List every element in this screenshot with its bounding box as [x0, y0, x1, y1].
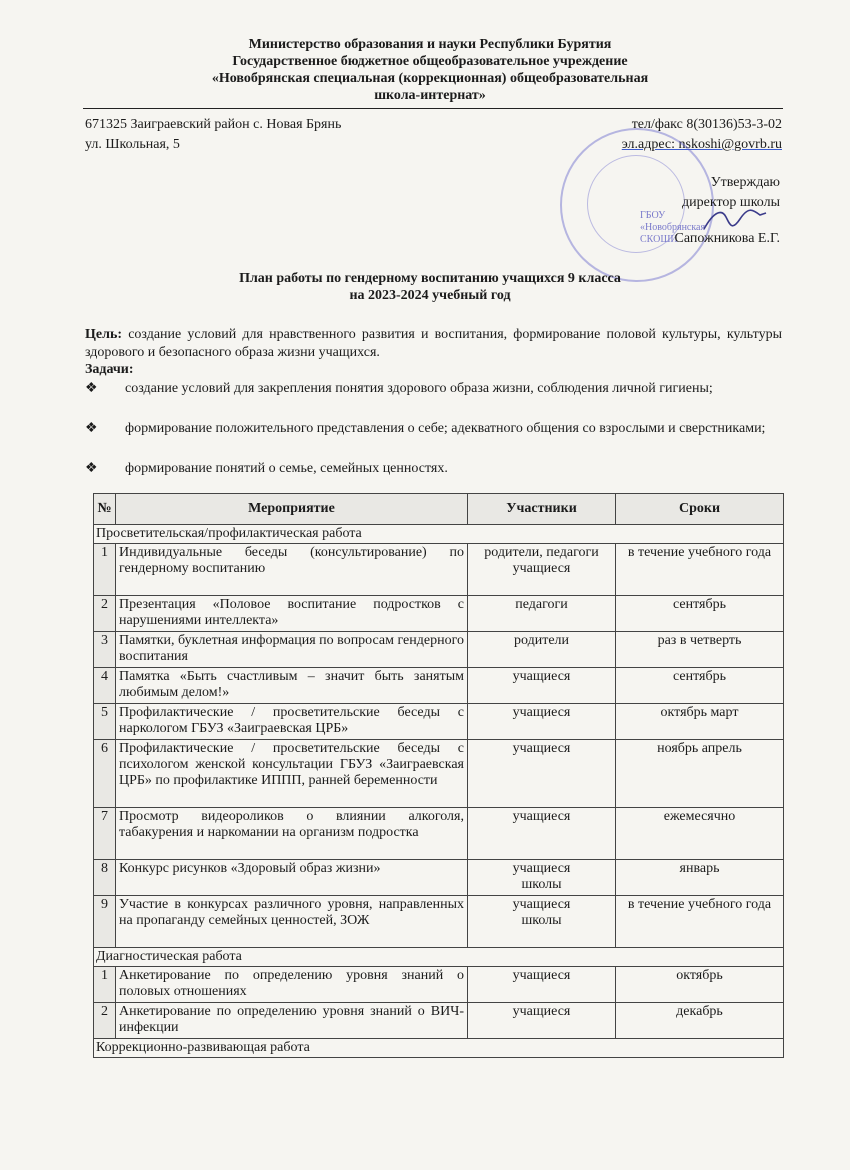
row-number: 1 — [94, 967, 116, 1003]
task-text-1: создание условий для закрепления понятия здорового образа жизни, соблюдения личной гигиены; — [125, 381, 713, 396]
table-row — [94, 544, 784, 596]
section-title: Диагностическая работа — [94, 948, 784, 967]
row-participants: учащиеся — [468, 808, 616, 860]
task-item-1 — [85, 380, 782, 398]
row-event: Профилактические / просветительские беседы с наркологом ГБУЗ «Заиграевская ЦРБ» — [116, 704, 468, 740]
stamp-text-3: СКОШИ — [640, 234, 678, 245]
task-text-3: формирование понятий о семье, семейных ценностях. — [125, 461, 448, 476]
approval-name: Сапожникова Е.Г. — [674, 231, 780, 246]
row-dates: октябрь март — [616, 704, 784, 740]
address-line-1: 671325 Заиграевский район с. Новая Брянь — [85, 117, 342, 132]
table-row — [94, 740, 784, 808]
table-row — [94, 967, 784, 1003]
phone-fax: тел/факс 8(30136)53-3-02 — [631, 117, 782, 132]
table-header-row — [94, 494, 784, 525]
row-event: Анкетирование по определению уровня знаний о половых отношениях — [116, 967, 468, 1003]
task-bullet-icon: ❖ — [85, 421, 98, 436]
approval-word: Утверждаю — [710, 175, 780, 190]
task-item-3 — [85, 460, 782, 478]
row-event: Анкетирование по определению уровня знаний о ВИЧ-инфекции — [116, 1003, 468, 1039]
plan-table — [93, 493, 784, 1058]
row-participants: учащиеся — [468, 1003, 616, 1039]
section-row — [94, 948, 784, 967]
address-line-2: ул. Школьная, 5 — [85, 137, 180, 152]
row-event: Просмотр видеороликов о влиянии алкоголя, табакурения и наркомании на организм подростка — [116, 808, 468, 860]
table-row — [94, 860, 784, 896]
task-text-2: формирование положительного представления о себе; адекватного общения со взрослыми и сверстниками; — [125, 421, 766, 436]
email-address: эл.адрес: nskoshi@govrb.ru — [621, 137, 782, 152]
table-row — [94, 632, 784, 668]
section-row — [94, 1039, 784, 1058]
stamp-text-1: ГБОУ — [640, 210, 666, 221]
tasks-label: Задачи: — [85, 362, 134, 377]
col-header-dates: Сроки — [616, 494, 784, 525]
task-bullet-icon: ❖ — [85, 381, 98, 396]
row-event: Презентация «Половое воспитание подростков с нарушениями интеллекта» — [116, 596, 468, 632]
plan-title — [80, 270, 780, 304]
task-item-2 — [85, 420, 782, 438]
section-row — [94, 525, 784, 544]
table-row — [94, 808, 784, 860]
plan-title-line-2: на 2023-2024 учебный год — [349, 288, 511, 303]
header-institution-type: Государственное бюджетное общеобразовательное учреждение — [232, 54, 628, 69]
task-bullet-icon: ❖ — [85, 461, 98, 476]
table-row — [94, 1003, 784, 1039]
row-event: Памятка «Быть счастливым – значит быть занятым любимым делом!» — [116, 668, 468, 704]
row-event: Конкурс рисунков «Здоровый образ жизни» — [116, 860, 468, 896]
row-participants: учащиеся — [468, 668, 616, 704]
col-header-number: № — [94, 494, 116, 525]
row-number: 9 — [94, 896, 116, 948]
table-row — [94, 896, 784, 948]
row-participants: родители, педагоги учащиеся — [468, 544, 616, 596]
row-event: Профилактические / просветительские беседы с психологом женской консультации ГБУЗ «Заиграевская ЦРБ» по профилактике ИППП, ранней беременности — [116, 740, 468, 808]
row-dates: январь — [616, 860, 784, 896]
row-dates: сентябрь — [616, 668, 784, 704]
row-participants: родители — [468, 632, 616, 668]
row-number: 2 — [94, 596, 116, 632]
table-row — [94, 704, 784, 740]
row-dates: ежемесячно — [616, 808, 784, 860]
header-ministry: Министерство образования и науки Республики Бурятия — [248, 37, 612, 52]
letterhead — [80, 36, 780, 104]
col-header-event: Мероприятие — [116, 494, 468, 525]
row-dates: в течение учебного года — [616, 544, 784, 596]
section-title: Просветительская/профилактическая работа — [94, 525, 784, 544]
approval-position: директор школы — [682, 195, 780, 210]
row-event: Участие в конкурсах различного уровня, направленных на пропаганду семейных ценностей, ЗОЖ — [116, 896, 468, 948]
row-number: 4 — [94, 668, 116, 704]
row-dates: сентябрь — [616, 596, 784, 632]
row-participants: учащиеся школы — [468, 860, 616, 896]
goal-paragraph — [85, 326, 782, 362]
header-school-name: «Новобрянская специальная (коррекционная) общеобразовательная — [211, 71, 649, 86]
row-number: 6 — [94, 740, 116, 808]
row-number: 1 — [94, 544, 116, 596]
header-school-name-cont: школа-интернат» — [374, 88, 486, 103]
row-dates: раз в четверть — [616, 632, 784, 668]
stamp-text-2: «Новобрянская — [640, 222, 706, 233]
table-row — [94, 668, 784, 704]
table-row — [94, 596, 784, 632]
row-number: 8 — [94, 860, 116, 896]
row-participants: учащиеся школы — [468, 896, 616, 948]
row-dates: в течение учебного года — [616, 896, 784, 948]
section-title: Коррекционно-развивающая работа — [94, 1039, 784, 1058]
row-dates: декабрь — [616, 1003, 784, 1039]
goal-label: Цель: — [85, 327, 123, 342]
goal-text: создание условий для нравственного развития и воспитания, формирование половой культуры, культуры здорового и безопасного образа жизни учащихся. — [85, 327, 782, 360]
row-number: 2 — [94, 1003, 116, 1039]
row-event: Индивидуальные беседы (консультирование) по гендерному воспитанию — [116, 544, 468, 596]
row-participants: учащиеся — [468, 967, 616, 1003]
row-participants: учащиеся — [468, 740, 616, 808]
row-number: 7 — [94, 808, 116, 860]
row-dates: ноябрь апрель — [616, 740, 784, 808]
row-dates: октябрь — [616, 967, 784, 1003]
row-participants: педагоги — [468, 596, 616, 632]
row-number: 5 — [94, 704, 116, 740]
row-number: 3 — [94, 632, 116, 668]
plan-title-line-1: План работы по гендерному воспитанию учащихся 9 класса — [239, 271, 621, 286]
col-header-participants: Участники — [468, 494, 616, 525]
row-participants: учащиеся — [468, 704, 616, 740]
header-rule — [83, 108, 783, 109]
row-event: Памятки, буклетная информация по вопросам гендерного воспитания — [116, 632, 468, 668]
